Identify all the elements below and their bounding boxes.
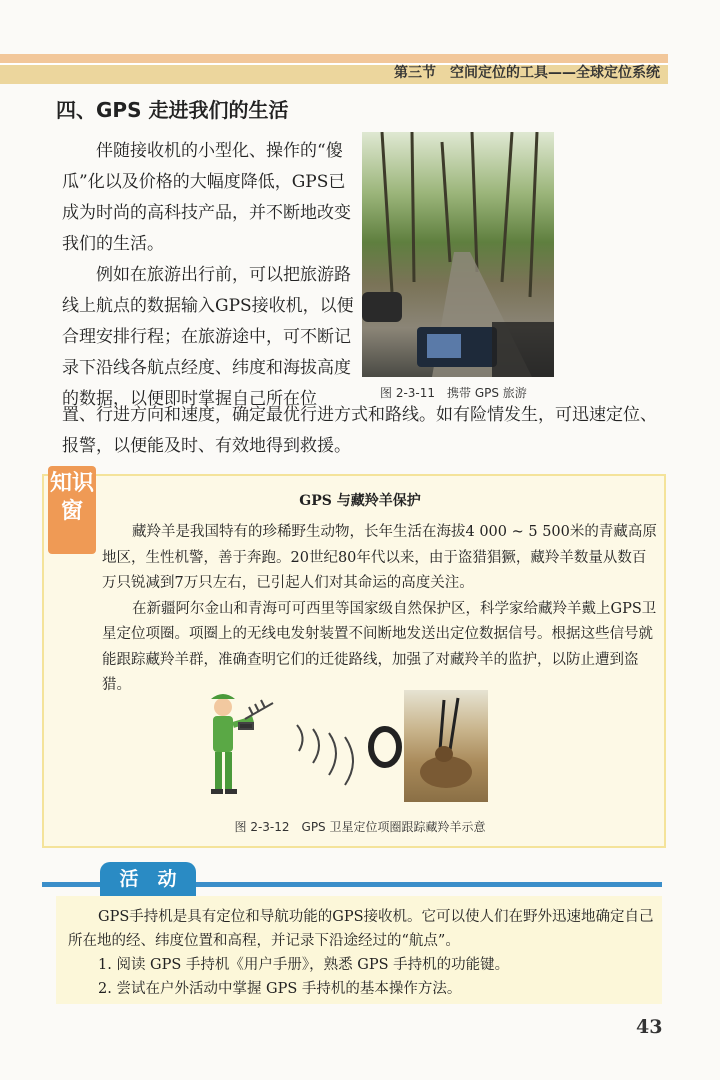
figure-caption-1: 图 2-3-11 携带 GPS 旅游 <box>380 386 527 400</box>
figure-caption-2: 图 2-3-12 GPS 卫星定位项圈跟踪藏羚羊示意 <box>234 820 486 834</box>
paragraph-2: 例如在旅游出行前，可以把旅游路线上航点的数据输入GPS接收机，以便合理安排行程；在旅游途中，可不断记录下沿线各航点经度、纬度和海拔高度的数据，以便即时掌握自己所在位 <box>62 265 354 409</box>
chapter-header: 第三节 空间定位的工具——全球定位系统 <box>394 65 660 81</box>
paragraph-2-continued: 置、行进方向和速度，确定最优行进方式和路线。如有险情发生，可迅速定位、报警，以便能及时、有效地得到救援。 <box>62 405 657 456</box>
antenna-icon <box>239 700 273 729</box>
knowledge-paragraph-1: 藏羚羊是我国特有的珍稀野生动物，长年生活在海拔4 000 ~ 5 500米的青藏高原地区，生性机警，善于奔跑。20世纪80年代以来，由于盗猎猖獗，藏羚羊数量从数百万只锐减到7万只左右，已引起人们对其命运的高度关注。 <box>102 524 657 591</box>
knowledge-paragraph-2: 在新疆阿尔金山和青海可可西里等国家级自然保护区，科学家给藏羚羊戴上GPS卫星定位项圈。项圈上的无线电发射装置不间断地发送出定位数据信号。根据这些信号就能跟踪藏羚羊群，准确查明它们的迁徙路线，加强了对藏羚羊的监护，以防止遭到盗猎。 <box>102 600 657 693</box>
activity-item-2: 2. 尝试在户外活动中掌握 GPS 手持机的基本操作方法。 <box>98 981 462 997</box>
gps-collar-icon <box>371 729 399 765</box>
forest-road-illustration <box>362 132 554 377</box>
activity-item-1: 1. 阅读 GPS 手持机《用户手册》，熟悉 GPS 手持机的功能键。 <box>98 957 510 973</box>
activity-intro: GPS手持机是具有定位和导航功能的GPS接收机。它可以使人们在野外迅速地确定自己所在地的经、纬度位置和高程，并记录下沿途经过的“航点”。 <box>68 909 654 949</box>
activity-tab: 活 动 <box>100 862 196 896</box>
researcher-figure <box>211 694 253 794</box>
page-number: 43 <box>636 1016 663 1038</box>
radio-waves-icon <box>297 725 353 785</box>
knowledge-window-tag: 知识窗 <box>48 466 96 554</box>
activity-body <box>68 905 658 1001</box>
section-title: 四、GPS 走进我们的生活 <box>56 98 289 122</box>
tibetan-antelope-photo <box>404 690 488 802</box>
knowledge-window-body <box>102 520 657 699</box>
gps-travel-photo <box>362 132 554 377</box>
knowledge-window-title: GPS 与藏羚羊保护 <box>299 493 421 509</box>
paragraph-1: 伴随接收机的小型化、操作的“傻瓜”化以及价格的大幅度降低，GPS已成为时尚的高科技产品，并不断地改变我们的生活。 <box>62 141 351 254</box>
